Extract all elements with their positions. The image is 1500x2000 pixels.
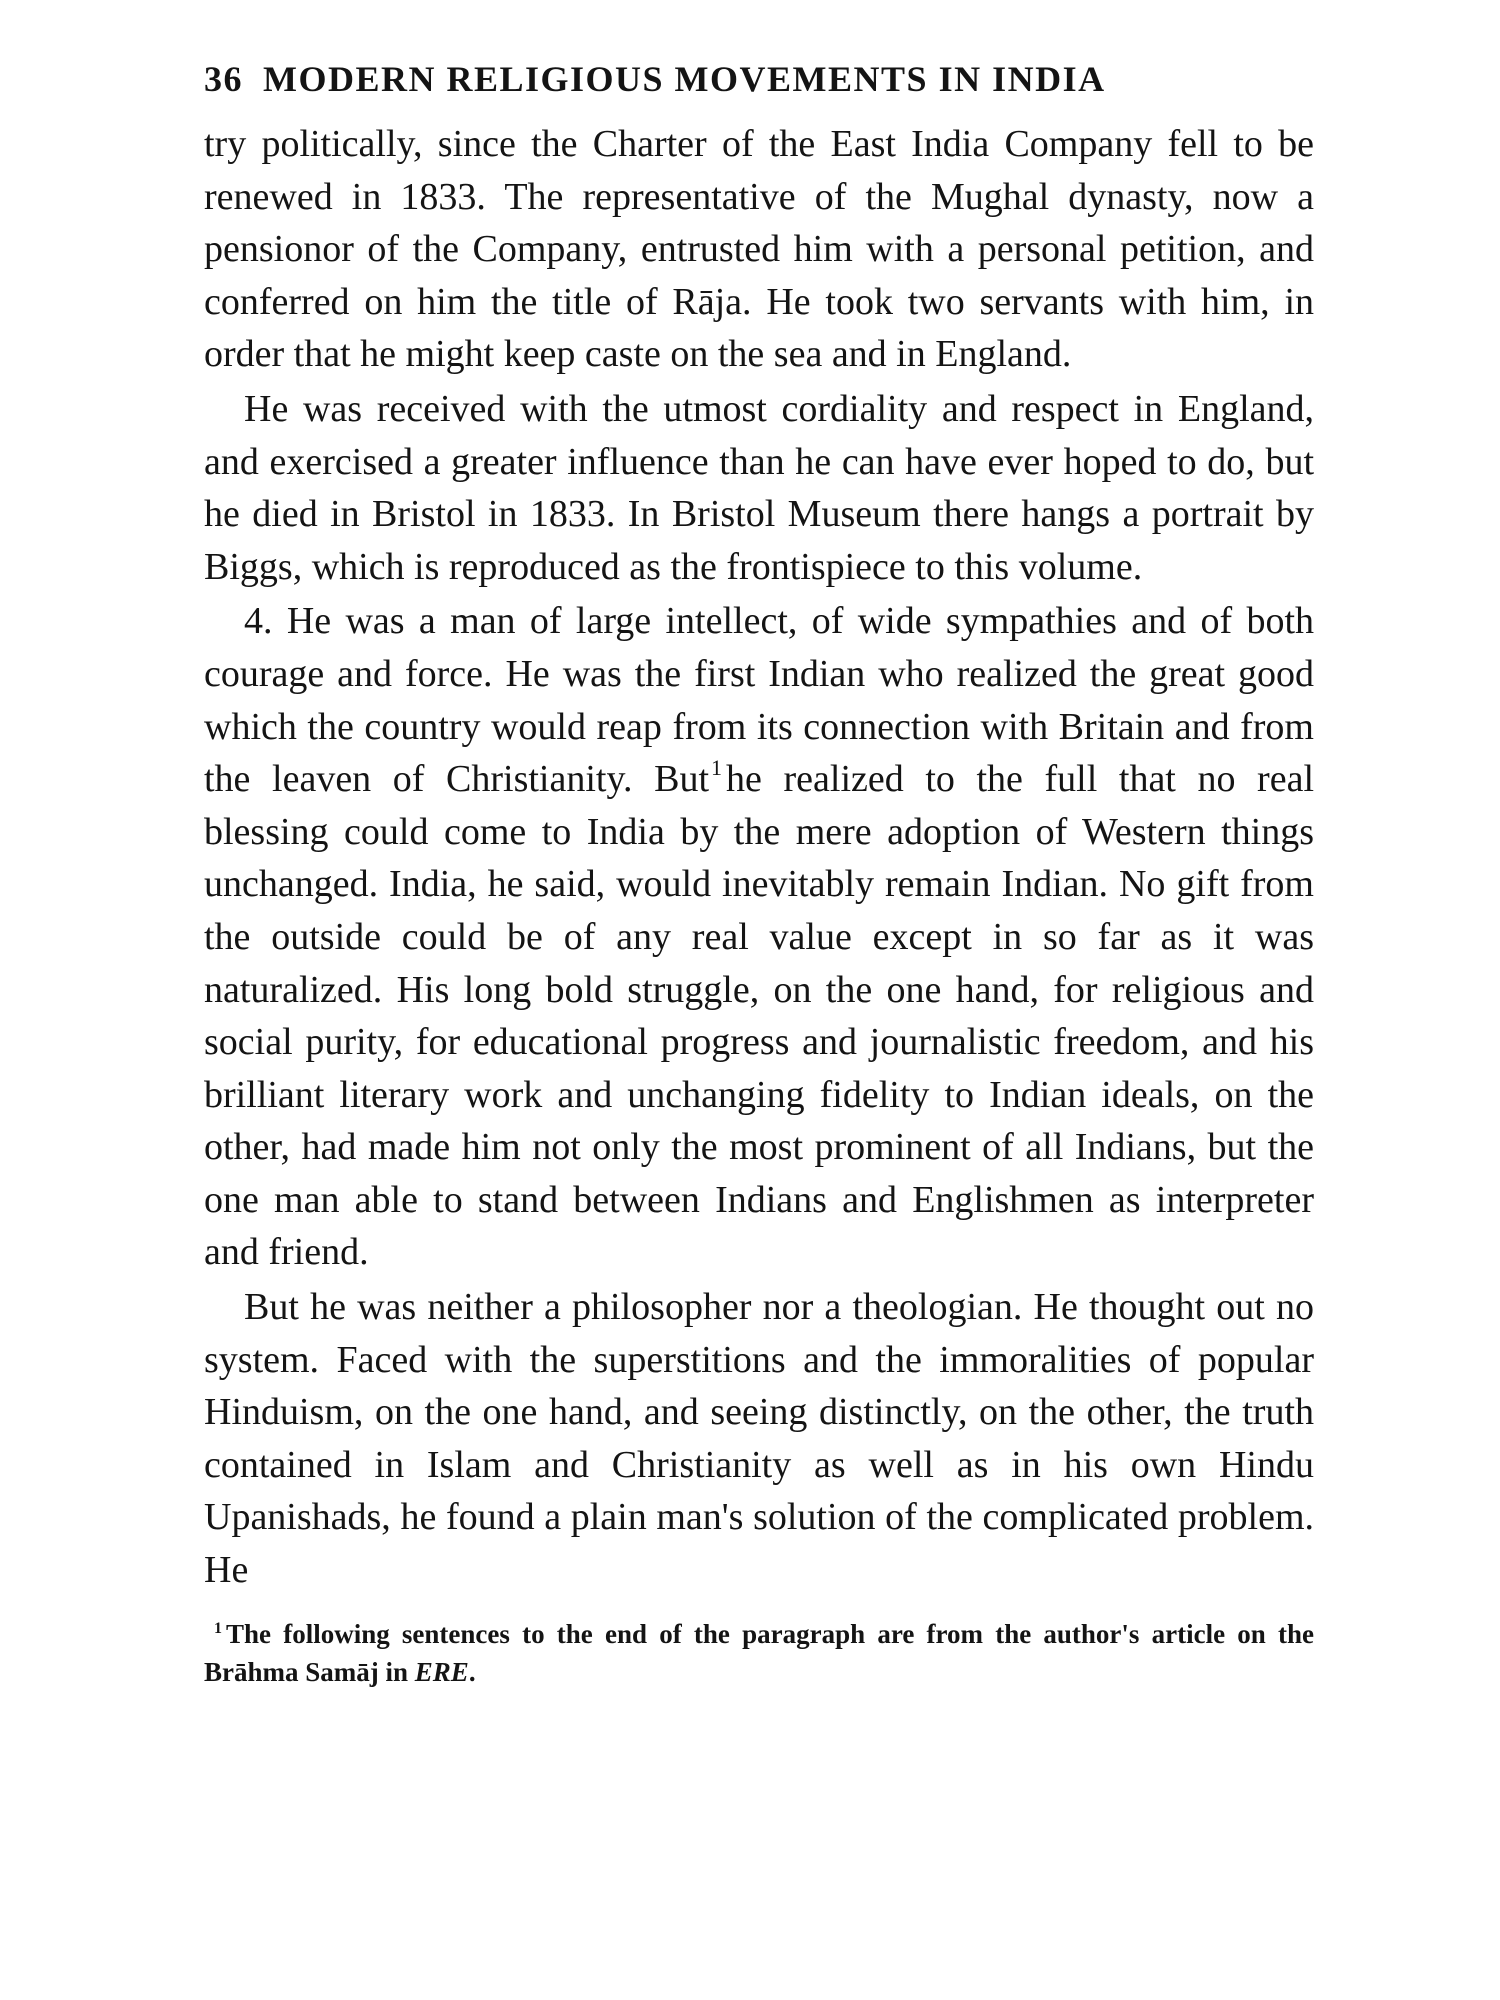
footnote-marker: 1 [214, 1619, 222, 1637]
book-page [204, 58, 1314, 1691]
paragraph-character-but: But [654, 758, 710, 801]
running-head [204, 58, 1314, 100]
footnote-reference: 1 [711, 755, 723, 781]
footnote [204, 1615, 1314, 1691]
paragraph-character [204, 595, 1314, 1279]
paragraph-continuation: try politically, since the Charter of the East India Company fell to be renewed in 1833. The representative of the Mughal dynasty, now a pensionor of the Company, entrusted him with a personal petition, and conferred on him the title of Rāja. He took two servants with him, in order that he might keep caste on the sea and in England. [204, 123, 1314, 376]
paragraph-character-intro: 4. He was a man of large intellect, of wide sympathies and of both courage and force. He was the first Indian who realized the great good which the country would reap from its connection with Britain and from the leaven of Christianity. [204, 600, 1314, 801]
footnote-end: . [468, 1656, 476, 1687]
running-title: MODERN RELIGIOUS MOVEMENTS IN INDIA [263, 59, 1106, 99]
footnote-text: The following sentences to the end of the paragraph are from the author's article on the Brāhma Samāj in [204, 1618, 1314, 1687]
paragraph-not-philosopher: But he was neither a philosopher nor a theologian. He thought out no system. Faced with the superstitions and the immoralities of popular Hinduism, on the one hand, and seeing distinctly, on the other, the truth contained in Islam and Christianity as well as in his own Hindu Upanishads, he found a plain man's solution of the complicated problem. He [204, 1286, 1314, 1592]
page-number: 36 [204, 59, 243, 99]
paragraph-england-reception: He was received with the utmost cordiality and respect in England, and exercised a greater influence than he can have ever hoped to do, but he died in Bristol in 1833. In Bristol Museum there hangs a portrait by Biggs, which is reproduced as the frontispiece to this volume. [204, 387, 1314, 588]
paragraph-character-rest: he realized to the full that no real blessing could come to India by the mere adoption of Western things unchanged. India, he said, would inevitably remain Indian. No gift from the outside could be of any real value except in so far as it was naturalized. His long bold struggle, on the one hand, for religious and social purity, for educational progress and journalistic freedom, and his brilliant literary work and unchanging fidelity to Indian ideals, on the other, had made him not only the most prominent of all Indians, but the one man able to stand between Indians and Englishmen as interpreter and friend. [204, 758, 1315, 1274]
footnote-source: ERE [414, 1656, 469, 1687]
